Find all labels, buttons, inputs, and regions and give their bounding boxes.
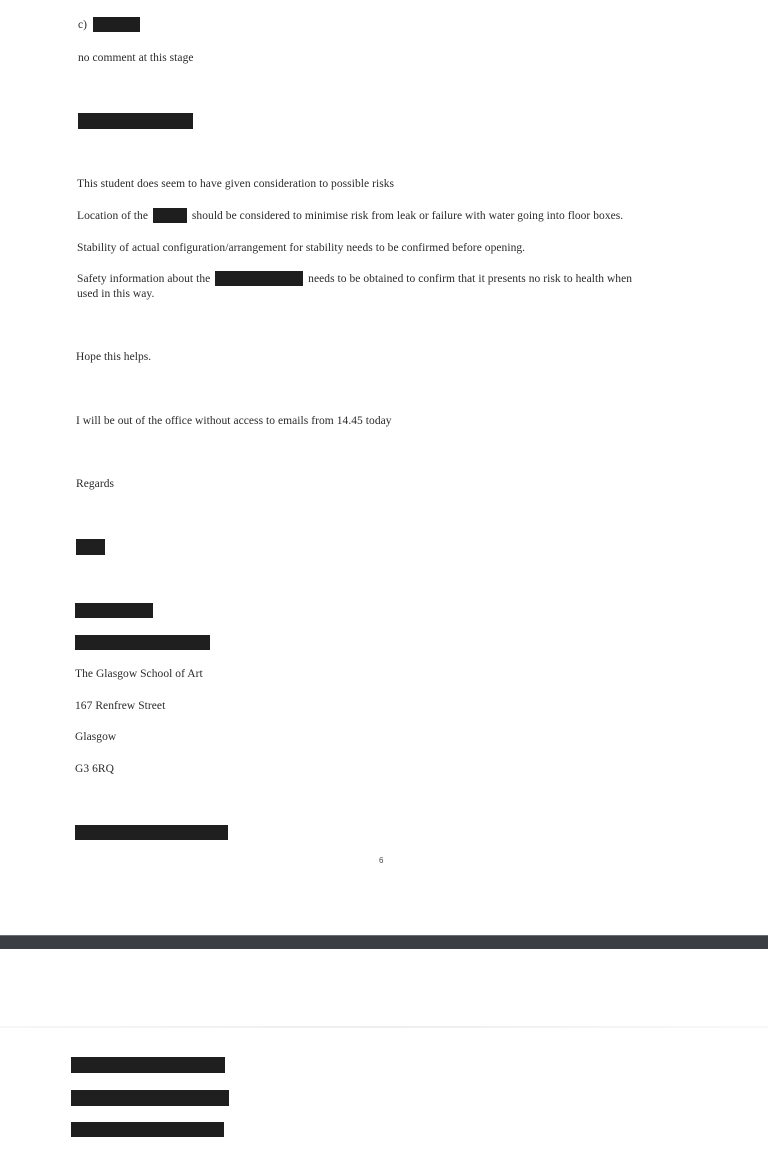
location-line (77, 209, 623, 224)
redacted-contact (75, 825, 228, 840)
redaction-bar (93, 17, 140, 32)
redaction-bar (153, 208, 187, 223)
redacted-line-1 (71, 1057, 225, 1073)
redaction-bar (215, 271, 303, 286)
item-label: c) (78, 19, 88, 32)
hope-text: Hope this helps. (76, 351, 152, 363)
safety-text-after: needs to be obtained to confirm that it presents no risk to health when (308, 273, 633, 286)
consideration-text: This student does seem to have given consideration to possible risks (77, 178, 395, 190)
no-comment-text: no comment at this stage (78, 52, 194, 64)
redacted-line-3 (71, 1122, 224, 1137)
scan-artifact-line (0, 1026, 768, 1028)
safety-line-2: used in this way. (77, 288, 155, 300)
redacted-heading (78, 113, 193, 129)
address-city: Glasgow (75, 731, 117, 743)
address-org: The Glasgow School of Art (75, 668, 203, 680)
redacted-line-2 (71, 1090, 229, 1106)
address-postcode: G3 6RQ (75, 763, 114, 775)
page-number: 6 (379, 856, 384, 865)
address-street: 167 Renfrew Street (75, 700, 166, 712)
safety-text-before: Safety information about the (77, 273, 211, 286)
page-separator (0, 935, 768, 949)
location-text-after: should be considered to minimise risk from leak or failure with water going into floor boxes. (191, 210, 624, 223)
regards-text: Regards (76, 478, 115, 490)
document-page-2 (0, 949, 768, 1162)
stability-text: Stability of actual configuration/arrangement for stability needs to be confirmed before opening. (77, 242, 526, 254)
item-c-line (78, 18, 140, 33)
redacted-title (75, 603, 153, 618)
safety-line-1 (77, 272, 632, 287)
redacted-name (76, 539, 105, 555)
out-of-office-text: I will be out of the office without access to emails from 14.45 today (76, 415, 392, 427)
redacted-department (75, 635, 210, 650)
location-text-before: Location of the (77, 210, 149, 223)
